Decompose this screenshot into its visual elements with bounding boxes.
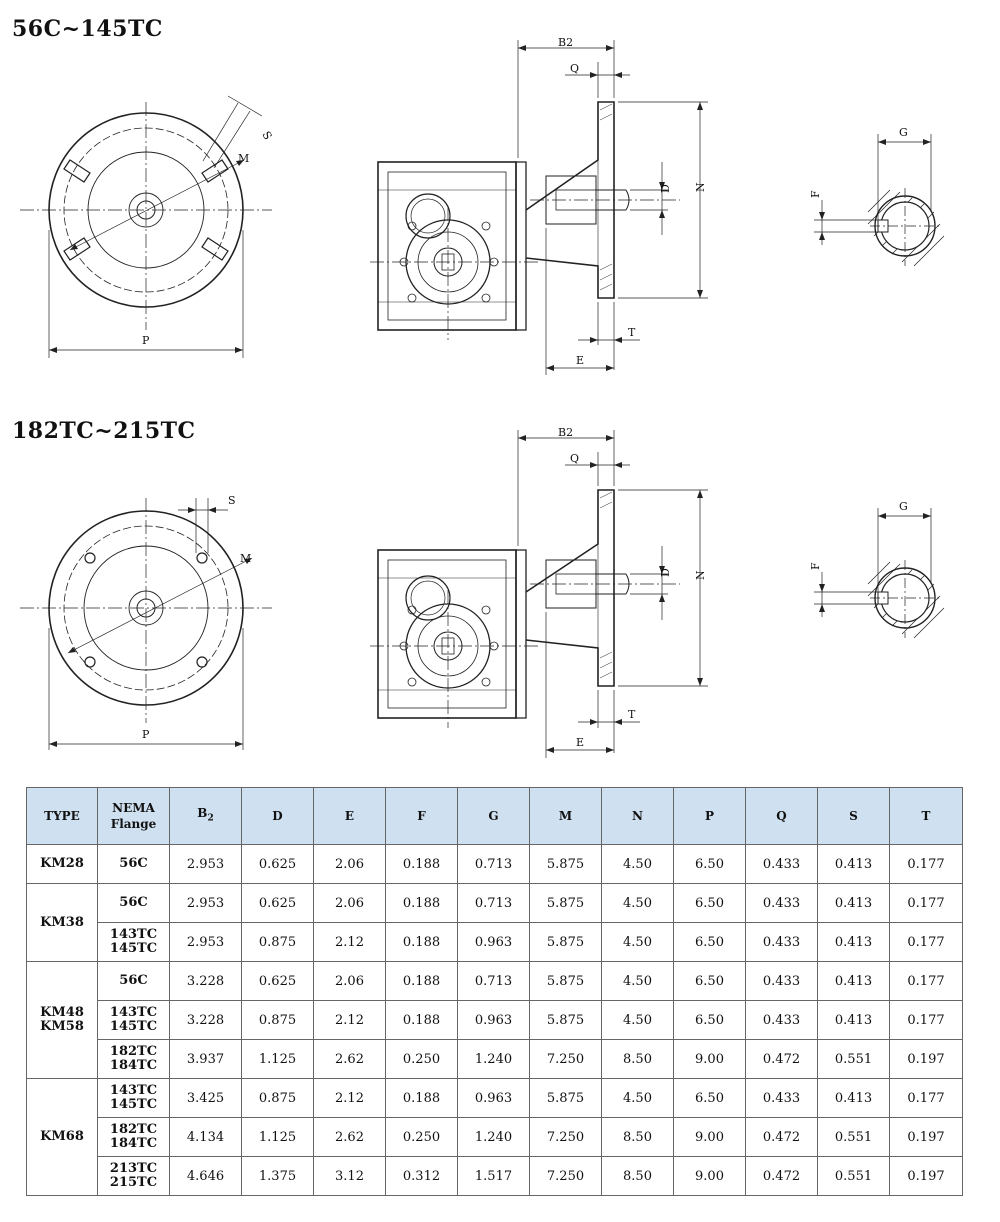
cell-type: KM28: [27, 845, 98, 884]
cell-nema-flange: 143TC 145TC: [98, 1079, 170, 1118]
dim-label-s: S: [259, 129, 275, 143]
header-g: G: [458, 788, 530, 845]
cell-q: 0.433: [746, 1001, 818, 1040]
cell-nema-flange: 213TC 215TC: [98, 1157, 170, 1196]
cell-f: 0.188: [386, 962, 458, 1001]
cell-n: 4.50: [602, 1079, 674, 1118]
header-q: Q: [746, 788, 818, 845]
cell-g: 1.517: [458, 1157, 530, 1196]
cell-p: 6.50: [674, 923, 746, 962]
dim-label-g: G: [899, 500, 908, 513]
cell-type: KM38: [27, 884, 98, 962]
cell-t: 0.177: [890, 923, 963, 962]
cell-e: 2.12: [314, 1079, 386, 1118]
cell-n: 4.50: [602, 1001, 674, 1040]
dimension-table: [26, 787, 963, 1196]
cell-n: 8.50: [602, 1157, 674, 1196]
dim-label-b2: B2: [558, 36, 574, 49]
cell-g: 0.963: [458, 1001, 530, 1040]
cell-n: 4.50: [602, 845, 674, 884]
table-row: [27, 1157, 963, 1196]
cell-n: 4.50: [602, 884, 674, 923]
dim-label-e: E: [576, 354, 585, 367]
cell-m: 7.250: [530, 1157, 602, 1196]
cell-t: 0.197: [890, 1040, 963, 1079]
cell-g: 0.963: [458, 923, 530, 962]
cell-g: 0.713: [458, 884, 530, 923]
flange-front-view: [20, 498, 272, 750]
header-b2: $B_2$: [170, 788, 242, 845]
cell-p: 6.50: [674, 884, 746, 923]
cell-p: 9.00: [674, 1118, 746, 1157]
cell-s: 0.413: [818, 962, 890, 1001]
dim-label-f: F: [809, 190, 822, 198]
cell-e: 2.12: [314, 923, 386, 962]
cell-m: 5.875: [530, 923, 602, 962]
header-nema-flange: NEMA Flange: [98, 788, 170, 845]
cell-e: 2.12: [314, 1001, 386, 1040]
header-t: T: [890, 788, 963, 845]
cell-m: 5.875: [530, 884, 602, 923]
cell-q: 0.433: [746, 884, 818, 923]
cell-p: 6.50: [674, 845, 746, 884]
table-row: [27, 1001, 963, 1040]
cell-nema-flange: 56C: [98, 962, 170, 1001]
cell-t: 0.197: [890, 1118, 963, 1157]
cell-t: 0.177: [890, 962, 963, 1001]
gearbox-side-view: [370, 40, 708, 375]
cell-e: 2.62: [314, 1040, 386, 1079]
cell-s: 0.413: [818, 1001, 890, 1040]
cell-e: 2.06: [314, 845, 386, 884]
cell-f: 0.188: [386, 1001, 458, 1040]
cell-f: 0.312: [386, 1157, 458, 1196]
table-row: [27, 962, 963, 1001]
shaft-section-view: [814, 134, 944, 266]
cell-b2: 3.425: [170, 1079, 242, 1118]
header-m: M: [530, 788, 602, 845]
cell-f: 0.250: [386, 1040, 458, 1079]
dim-label-e: E: [576, 736, 585, 749]
cell-g: 0.713: [458, 962, 530, 1001]
cell-f: 0.188: [386, 923, 458, 962]
header-f: F: [386, 788, 458, 845]
table-row: [27, 1079, 963, 1118]
cell-b2: 2.953: [170, 884, 242, 923]
cell-g: 0.713: [458, 845, 530, 884]
drawing-56c-145tc: [0, 36, 1000, 390]
dim-label-m: M: [238, 152, 250, 165]
dim-label-b2: B2: [558, 426, 574, 439]
cell-m: 5.875: [530, 962, 602, 1001]
cell-type: KM68: [27, 1079, 98, 1196]
cell-t: 0.197: [890, 1157, 963, 1196]
dim-label-d: D: [659, 568, 672, 577]
dim-label-s: S: [228, 494, 236, 507]
table-body: [27, 845, 963, 1196]
cell-f: 0.188: [386, 1079, 458, 1118]
cell-n: 4.50: [602, 962, 674, 1001]
cell-b2: 4.134: [170, 1118, 242, 1157]
cell-g: 0.963: [458, 1079, 530, 1118]
dim-label-q: Q: [570, 452, 580, 465]
cell-s: 0.551: [818, 1118, 890, 1157]
cell-g: 1.240: [458, 1118, 530, 1157]
dim-label-p: P: [142, 334, 150, 347]
cell-m: 7.250: [530, 1118, 602, 1157]
cell-q: 0.472: [746, 1040, 818, 1079]
cell-q: 0.433: [746, 845, 818, 884]
cell-q: 0.433: [746, 962, 818, 1001]
dim-label-t: T: [628, 708, 636, 721]
shaft-section-view: [814, 508, 944, 638]
cell-m: 5.875: [530, 1079, 602, 1118]
dim-label-p: P: [142, 728, 150, 741]
dim-label-m: M: [240, 552, 252, 565]
cell-s: 0.413: [818, 845, 890, 884]
cell-nema-flange: 143TC 145TC: [98, 1001, 170, 1040]
cell-nema-flange: 56C: [98, 845, 170, 884]
cell-b2: 2.953: [170, 923, 242, 962]
table-header-row: [27, 788, 963, 845]
dim-label-d: D: [659, 184, 672, 193]
cell-d: 0.625: [242, 962, 314, 1001]
cell-f: 0.188: [386, 884, 458, 923]
table-row: [27, 884, 963, 923]
cell-t: 0.177: [890, 1079, 963, 1118]
cell-p: 6.50: [674, 1001, 746, 1040]
cell-q: 0.472: [746, 1118, 818, 1157]
header-n: N: [602, 788, 674, 845]
cell-t: 0.177: [890, 845, 963, 884]
cell-b2: 2.953: [170, 845, 242, 884]
cell-b2: 3.228: [170, 962, 242, 1001]
cell-d: 1.375: [242, 1157, 314, 1196]
table-row: [27, 923, 963, 962]
cell-n: 8.50: [602, 1118, 674, 1157]
cell-n: 8.50: [602, 1040, 674, 1079]
cell-s: 0.413: [818, 923, 890, 962]
cell-d: 0.875: [242, 1001, 314, 1040]
cell-p: 9.00: [674, 1157, 746, 1196]
cell-s: 0.413: [818, 884, 890, 923]
cell-q: 0.472: [746, 1157, 818, 1196]
cell-d: 1.125: [242, 1040, 314, 1079]
cell-m: 5.875: [530, 845, 602, 884]
cell-s: 0.551: [818, 1157, 890, 1196]
header-p: P: [674, 788, 746, 845]
cell-q: 0.433: [746, 923, 818, 962]
dim-label-q: Q: [570, 62, 580, 75]
cell-nema-flange: 182TC 184TC: [98, 1040, 170, 1079]
cell-nema-flange: 182TC 184TC: [98, 1118, 170, 1157]
cell-s: 0.551: [818, 1040, 890, 1079]
cell-g: 1.240: [458, 1040, 530, 1079]
drawing-182tc-215tc: [0, 428, 1000, 773]
cell-type: KM48 KM58: [27, 962, 98, 1079]
dim-label-t: T: [628, 326, 636, 339]
section-heading-small-flange: 56C~145TC: [12, 16, 163, 42]
cell-b2: 4.646: [170, 1157, 242, 1196]
cell-e: 2.06: [314, 884, 386, 923]
cell-p: 9.00: [674, 1040, 746, 1079]
cell-n: 4.50: [602, 923, 674, 962]
cell-t: 0.177: [890, 1001, 963, 1040]
cell-nema-flange: 143TC 145TC: [98, 923, 170, 962]
table-row: [27, 1040, 963, 1079]
header-s: S: [818, 788, 890, 845]
cell-d: 0.625: [242, 845, 314, 884]
cell-t: 0.177: [890, 884, 963, 923]
header-type: TYPE: [27, 788, 98, 845]
dim-label-f: F: [809, 562, 822, 570]
cell-e: 3.12: [314, 1157, 386, 1196]
cell-p: 6.50: [674, 962, 746, 1001]
flange-front-view: [20, 96, 275, 358]
cell-m: 7.250: [530, 1040, 602, 1079]
cell-f: 0.188: [386, 845, 458, 884]
header-d: D: [242, 788, 314, 845]
header-e: E: [314, 788, 386, 845]
cell-d: 0.875: [242, 923, 314, 962]
dim-label-n: N: [694, 182, 707, 192]
cell-q: 0.433: [746, 1079, 818, 1118]
cell-b2: 3.937: [170, 1040, 242, 1079]
cell-b2: 3.228: [170, 1001, 242, 1040]
cell-s: 0.413: [818, 1079, 890, 1118]
gearbox-side-view: [370, 430, 708, 758]
table-row: [27, 1118, 963, 1157]
dim-label-g: G: [899, 126, 908, 139]
cell-m: 5.875: [530, 1001, 602, 1040]
cell-e: 2.62: [314, 1118, 386, 1157]
cell-d: 0.625: [242, 884, 314, 923]
table-row: [27, 845, 963, 884]
cell-f: 0.250: [386, 1118, 458, 1157]
cell-d: 0.875: [242, 1079, 314, 1118]
cell-p: 6.50: [674, 1079, 746, 1118]
cell-e: 2.06: [314, 962, 386, 1001]
dim-label-n: N: [694, 570, 707, 580]
cell-d: 1.125: [242, 1118, 314, 1157]
cell-nema-flange: 56C: [98, 884, 170, 923]
section-heading-large-flange: 182TC~215TC: [12, 418, 196, 444]
